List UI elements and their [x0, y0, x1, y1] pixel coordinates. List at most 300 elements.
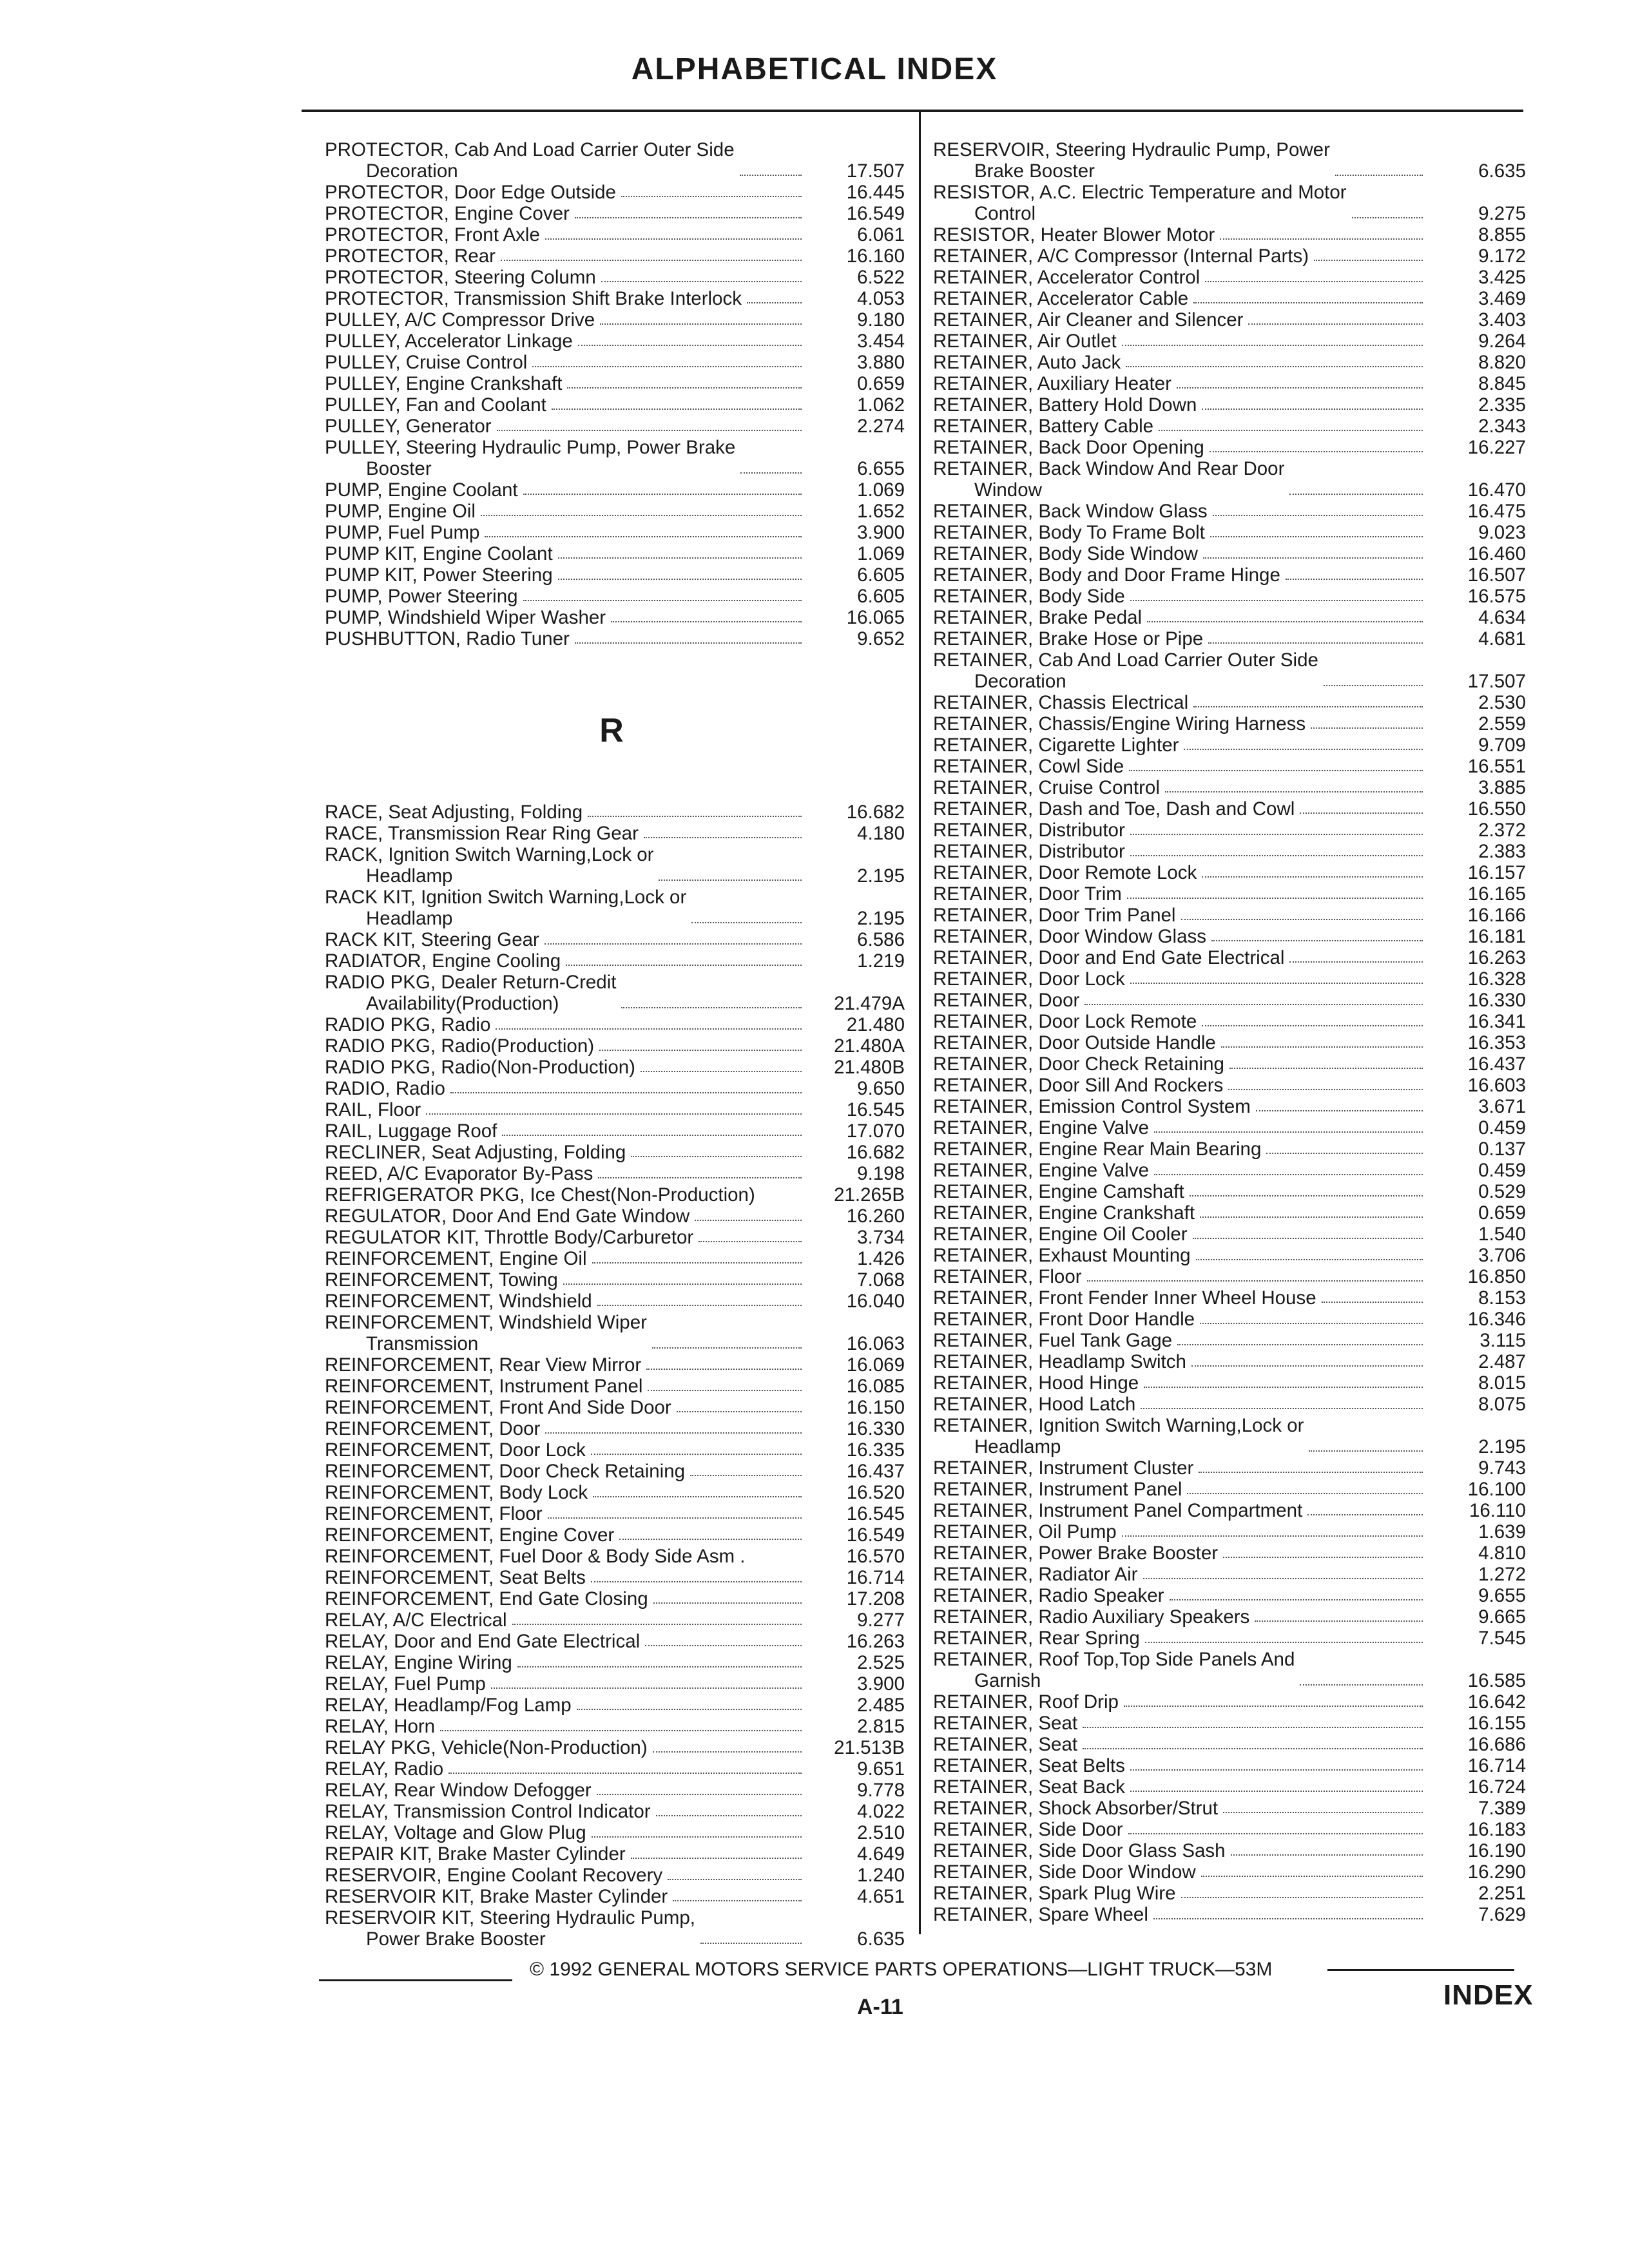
index-tag: INDEX	[1443, 1979, 1534, 2011]
index-entry	[933, 735, 1526, 756]
entry-label: RESISTOR, Heater Blower Motor	[933, 224, 1215, 245]
entry-page-ref: 0.659	[1478, 1202, 1526, 1224]
entry-page-ref: 8.855	[1478, 224, 1526, 245]
dot-leader	[496, 1028, 802, 1030]
entry-page-ref: 2.195	[1478, 1436, 1526, 1457]
dot-leader	[1203, 557, 1423, 559]
dot-leader	[1286, 579, 1423, 580]
dot-leader	[558, 557, 802, 559]
entry-page-ref: 9.652	[857, 628, 905, 649]
index-entry	[933, 777, 1526, 798]
dot-leader	[566, 965, 802, 966]
dot-leader	[641, 1071, 802, 1072]
entry-page-ref: 16.227	[1467, 437, 1526, 458]
entry-page-ref: 1.069	[857, 543, 905, 564]
entry-page-ref: 16.470	[1467, 479, 1526, 501]
entry-page-ref: 9.180	[857, 309, 905, 331]
entry-label: RACK KIT, Ignition Switch Warning,Lock or	[325, 887, 687, 908]
entry-page-ref: 9.651	[857, 1758, 905, 1780]
index-entry	[933, 416, 1526, 437]
dot-leader	[1311, 727, 1423, 729]
entry-page-ref: 0.529	[1478, 1181, 1526, 1202]
index-entry	[933, 990, 1526, 1011]
entry-text	[933, 1649, 1295, 1691]
entry-label: RELAY, Horn	[325, 1716, 436, 1737]
dot-leader	[1154, 1131, 1423, 1133]
dot-leader	[598, 1177, 802, 1178]
dot-leader	[481, 515, 802, 516]
entry-label: PROTECTOR, Cab And Load Carrier Outer Side	[325, 139, 735, 160]
entry-label: RETAINER, Auto Jack	[933, 352, 1121, 373]
index-entry	[325, 309, 905, 331]
index-entry	[933, 586, 1526, 607]
dot-leader	[548, 1517, 802, 1519]
index-entry	[933, 1202, 1526, 1224]
dot-leader	[1211, 940, 1423, 941]
index-entry	[325, 331, 905, 352]
index-entry	[933, 1713, 1526, 1734]
entry-page-ref: 2.559	[1478, 713, 1526, 735]
entry-text	[933, 1819, 1123, 1840]
entry-label: REINFORCEMENT, Door	[325, 1418, 541, 1439]
entry-label: RETAINER, Body Side	[933, 586, 1125, 607]
dot-leader	[653, 1602, 802, 1604]
entry-text	[325, 1503, 543, 1524]
entry-text	[933, 990, 1079, 1011]
entry-label: PULLEY, A/C Compressor Drive	[325, 309, 595, 331]
entry-text	[325, 437, 735, 479]
index-entry	[933, 564, 1526, 586]
index-entry	[933, 373, 1526, 394]
dot-leader	[1352, 217, 1423, 218]
entry-continuation: Transmission	[366, 1333, 479, 1354]
dot-leader	[545, 943, 802, 945]
page-number: A-11	[857, 1995, 903, 2019]
entry-text	[933, 1011, 1197, 1032]
entry-text	[325, 1014, 490, 1035]
dot-leader	[545, 1432, 802, 1434]
index-entry	[933, 607, 1526, 628]
dot-leader	[691, 922, 802, 923]
entry-text	[325, 1099, 421, 1120]
entry-label: RETAINER, Seat	[933, 1734, 1078, 1755]
entry-label: RADIO PKG, Radio(Production)	[325, 1035, 595, 1057]
index-entry	[325, 1120, 905, 1142]
entry-page-ref: 16.550	[1467, 798, 1526, 820]
dot-leader	[578, 345, 802, 346]
entry-text	[933, 1266, 1082, 1287]
dot-leader	[1256, 1110, 1423, 1111]
entry-label: RETAINER, Auxiliary Heater	[933, 373, 1171, 394]
dot-leader	[1181, 919, 1423, 920]
entry-text	[933, 267, 1200, 288]
entry-page-ref: 17.507	[846, 160, 905, 182]
dot-leader	[1314, 260, 1423, 261]
index-entry	[933, 1904, 1526, 1925]
entry-page-ref: 16.682	[846, 1142, 905, 1163]
entry-page-ref: 16.063	[846, 1333, 905, 1354]
entry-page-ref: 16.520	[846, 1482, 905, 1503]
entry-label: REINFORCEMENT, Engine Oil	[325, 1248, 587, 1269]
dot-leader	[648, 1390, 802, 1391]
index-entry	[325, 1184, 905, 1206]
index-entry	[933, 905, 1526, 926]
entry-label: RETAINER, Radio Auxiliary Speakers	[933, 1606, 1250, 1628]
index-entry	[325, 1078, 905, 1099]
entry-page-ref: 8.015	[1478, 1372, 1526, 1394]
entry-label: RESERVOIR KIT, Steering Hydraulic Pump,	[325, 1907, 695, 1928]
dot-leader	[1210, 451, 1423, 452]
entry-text	[933, 224, 1215, 245]
entry-page-ref: 21.479A	[834, 993, 905, 1014]
entry-label: RETAINER, Instrument Cluster	[933, 1457, 1194, 1479]
index-entry	[933, 1606, 1526, 1628]
entry-page-ref: 16.475	[1467, 501, 1526, 522]
dot-leader	[523, 494, 802, 495]
entry-page-ref: 16.069	[846, 1354, 905, 1376]
entry-continuation: Window	[974, 479, 1042, 501]
index-entry	[933, 1330, 1526, 1351]
entry-text	[933, 288, 1188, 309]
entry-page-ref: 2.195	[857, 865, 905, 887]
entry-text	[933, 883, 1122, 905]
dot-leader	[577, 1709, 802, 1710]
entry-page-ref: 16.545	[846, 1503, 905, 1524]
entry-text	[933, 649, 1318, 692]
entry-text	[933, 1585, 1164, 1606]
entry-text	[325, 1269, 558, 1291]
footer-rule-right	[1327, 1969, 1514, 1971]
dot-leader	[575, 217, 802, 218]
dot-leader	[1223, 1557, 1423, 1558]
entry-text	[325, 1801, 651, 1822]
entry-page-ref: 16.551	[1467, 756, 1526, 777]
entry-text	[325, 1035, 594, 1057]
index-entry	[325, 522, 905, 543]
entry-label: RETAINER, Brake Hose or Pipe	[933, 628, 1204, 649]
entry-label: RETAINER, Door Trim	[933, 883, 1122, 905]
index-entry	[933, 926, 1526, 947]
index-entry	[325, 203, 905, 224]
entry-page-ref: 8.845	[1478, 373, 1526, 394]
entry-text	[325, 331, 573, 352]
entry-label: REINFORCEMENT, Towing	[325, 1269, 558, 1291]
entry-page-ref: 6.605	[857, 586, 905, 607]
entry-label: REFRIGERATOR PKG, Ice Chest(Non-Production)	[325, 1184, 755, 1206]
dot-leader	[593, 1496, 802, 1497]
entry-page-ref: 16.714	[1467, 1755, 1526, 1776]
entry-page-ref: 16.263	[846, 1631, 905, 1652]
entry-text	[933, 1245, 1191, 1266]
entry-page-ref: 16.165	[1467, 883, 1526, 905]
index-entry	[325, 1014, 905, 1035]
entry-label: PULLEY, Generator	[325, 416, 492, 437]
dot-leader	[631, 1858, 802, 1859]
entry-page-ref: 0.659	[857, 373, 905, 394]
entry-text	[933, 1160, 1149, 1181]
index-entry	[933, 862, 1526, 883]
entry-label: RELAY, Transmission Control Indicator	[325, 1801, 651, 1822]
index-entry	[325, 1588, 905, 1610]
index-entry	[933, 352, 1526, 373]
index-entry	[325, 929, 905, 950]
entry-label: REINFORCEMENT, Windshield Wiper	[325, 1312, 647, 1333]
entry-text	[933, 1904, 1148, 1925]
entry-label: RACE, Seat Adjusting, Folding	[325, 802, 583, 823]
entry-label: PROTECTOR, Front Axle	[325, 224, 540, 245]
entry-label: PROTECTOR, Rear	[325, 245, 496, 267]
dot-leader	[1255, 1620, 1423, 1622]
index-entry	[325, 1248, 905, 1269]
entry-text	[933, 501, 1208, 522]
entry-label: PULLEY, Accelerator Linkage	[325, 331, 573, 352]
index-entry	[325, 479, 905, 501]
entry-label: REINFORCEMENT, End Gate Closing	[325, 1588, 648, 1610]
index-entry	[933, 1309, 1526, 1330]
index-entry	[933, 713, 1526, 735]
entry-label: RETAINER, Exhaust Mounting	[933, 1245, 1191, 1266]
dot-leader	[740, 472, 802, 474]
entry-label: REINFORCEMENT, Door Lock	[325, 1439, 586, 1461]
dot-leader	[1200, 1216, 1423, 1218]
entry-text	[325, 1822, 586, 1843]
entry-text	[325, 182, 616, 203]
dot-leader	[673, 1900, 802, 1901]
dot-leader	[1128, 1833, 1423, 1834]
entry-text	[933, 1351, 1186, 1372]
index-entry	[325, 1780, 905, 1801]
index-entry	[933, 245, 1526, 267]
dot-leader	[591, 1581, 802, 1582]
dot-leader	[491, 1687, 802, 1689]
index-entry	[933, 883, 1526, 905]
entry-page-ref: 8.820	[1478, 352, 1526, 373]
entry-text	[325, 245, 496, 267]
index-entry	[325, 267, 905, 288]
dot-leader	[1083, 1748, 1423, 1749]
entry-page-ref: 2.525	[857, 1652, 905, 1673]
entry-label: RECLINER, Seat Adjusting, Folding	[325, 1142, 626, 1163]
entry-text	[325, 479, 518, 501]
entry-text	[933, 968, 1125, 990]
entry-label: PULLEY, Fan and Coolant	[325, 394, 546, 416]
entry-page-ref: 4.649	[857, 1843, 905, 1865]
index-entry	[933, 841, 1526, 862]
dot-leader	[695, 1220, 802, 1221]
entry-label: RETAINER, Roof Drip	[933, 1691, 1119, 1713]
entry-text	[933, 756, 1124, 777]
entry-text	[325, 1907, 695, 1950]
index-entry	[933, 224, 1526, 245]
index-entry	[325, 1610, 905, 1631]
entry-page-ref: 2.251	[1478, 1883, 1526, 1904]
entry-label: RETAINER, Spare Wheel	[933, 1904, 1148, 1925]
dot-leader	[1324, 685, 1423, 686]
dot-leader	[450, 1092, 802, 1093]
entry-text	[933, 798, 1295, 820]
index-entry	[933, 394, 1526, 416]
entry-page-ref: 6.635	[857, 1928, 905, 1950]
dot-leader	[1223, 1812, 1423, 1813]
dot-leader	[1141, 1408, 1423, 1409]
index-group-r	[325, 802, 905, 1950]
entry-label: PUMP, Power Steering	[325, 586, 518, 607]
title-rule	[302, 110, 1523, 112]
dot-leader	[1083, 1727, 1423, 1728]
entry-label: RETAINER, Cruise Control	[933, 777, 1160, 798]
entry-text	[933, 1883, 1176, 1904]
entry-text	[933, 1096, 1251, 1117]
entry-page-ref: 17.070	[846, 1120, 905, 1142]
entry-label: PROTECTOR, Door Edge Outside	[325, 182, 616, 203]
entry-text	[325, 373, 562, 394]
entry-label: REINFORCEMENT, Door Check Retaining	[325, 1461, 686, 1482]
entry-text	[933, 1713, 1077, 1734]
entry-label: RETAINER, Door	[933, 990, 1080, 1011]
entry-text	[325, 1695, 572, 1716]
dot-leader	[1300, 812, 1423, 814]
index-entry	[933, 458, 1526, 501]
index-entry	[933, 1224, 1526, 1245]
entry-label: RETAINER, Back Window Glass	[933, 501, 1208, 522]
index-entry	[933, 1564, 1526, 1585]
dot-leader	[567, 387, 802, 389]
entry-text	[933, 1542, 1218, 1564]
entry-page-ref: 2.487	[1478, 1351, 1526, 1372]
index-entry	[933, 1117, 1526, 1139]
entry-text	[325, 1163, 593, 1184]
index-entry	[933, 1287, 1526, 1309]
index-entry	[933, 1883, 1526, 1904]
entry-text	[325, 802, 583, 823]
entry-text	[325, 352, 527, 373]
dot-leader	[699, 1241, 802, 1242]
index-entry	[325, 1354, 905, 1376]
dot-leader	[1202, 876, 1423, 878]
entry-label: RETAINER, Emission Control System	[933, 1096, 1251, 1117]
entry-page-ref: 16.085	[846, 1376, 905, 1397]
entry-page-ref: 17.507	[1467, 671, 1526, 692]
entry-page-ref: 6.635	[1478, 160, 1526, 182]
index-entry	[933, 1075, 1526, 1096]
dot-leader	[592, 1836, 802, 1838]
dot-leader	[1181, 1897, 1423, 1898]
entry-page-ref: 16.260	[846, 1206, 905, 1227]
entry-continuation: Headlamp	[366, 908, 453, 929]
dot-leader	[1130, 1769, 1423, 1771]
entry-label: RELAY, Fuel Pump	[325, 1673, 486, 1695]
entry-label: RETAINER, Back Door Opening	[933, 437, 1204, 458]
entry-label: REINFORCEMENT, Floor	[325, 1503, 543, 1524]
index-entry	[325, 437, 905, 479]
entry-text	[933, 1500, 1302, 1521]
entry-text	[325, 1716, 435, 1737]
entry-text	[325, 1652, 512, 1673]
entry-page-ref: 16.040	[846, 1291, 905, 1312]
entry-page-ref: 4.180	[857, 823, 905, 844]
right-column	[933, 139, 1526, 1925]
index-entry	[933, 820, 1526, 841]
dot-leader	[1122, 1535, 1423, 1537]
entry-text	[325, 628, 570, 649]
entry-text	[933, 1139, 1261, 1160]
dot-leader	[1248, 323, 1423, 325]
entry-label: RETAINER, Accelerator Cable	[933, 288, 1189, 309]
index-group-r-continued	[933, 139, 1526, 1925]
entry-text	[933, 1202, 1195, 1224]
dot-leader	[1159, 430, 1423, 431]
dot-leader	[690, 1475, 802, 1476]
index-entry	[933, 1011, 1526, 1032]
entry-label: RETAINER, Door Remote Lock	[933, 862, 1197, 883]
entry-continuation: Power Brake Booster	[366, 1928, 546, 1950]
entry-label: RETAINER, Side Door Window	[933, 1861, 1196, 1883]
entry-label: RETAINER, Oil Pump	[933, 1521, 1117, 1542]
entry-text	[933, 926, 1206, 947]
entry-text	[325, 1418, 540, 1439]
dot-leader	[619, 1539, 802, 1540]
entry-text	[325, 564, 553, 586]
dot-leader	[1307, 1514, 1423, 1515]
entry-page-ref: 7.068	[857, 1269, 905, 1291]
entry-page-ref: 3.734	[857, 1227, 905, 1248]
entry-text	[325, 972, 616, 1014]
entry-text	[933, 394, 1197, 416]
entry-page-ref: 16.065	[846, 607, 905, 628]
index-entry	[933, 1755, 1526, 1776]
entry-text	[933, 713, 1306, 735]
dot-leader	[1266, 1153, 1423, 1154]
entry-text	[933, 1053, 1224, 1075]
dot-leader	[601, 281, 802, 282]
entry-label: RETAINER, Side Door Glass Sash	[933, 1840, 1226, 1861]
dot-leader	[645, 1645, 802, 1646]
entry-page-ref: 16.603	[1467, 1075, 1526, 1096]
index-entry	[325, 607, 905, 628]
index-entry	[325, 1567, 905, 1588]
index-entry	[933, 1351, 1526, 1372]
dot-leader	[659, 879, 802, 881]
entry-label: RETAINER, Ignition Switch Warning,Lock or	[933, 1415, 1304, 1436]
entry-text	[325, 394, 546, 416]
entry-label: RETAINER, Front Door Handle	[933, 1309, 1195, 1330]
entry-label: RETAINER, Engine Valve	[933, 1160, 1150, 1181]
entry-text	[325, 607, 606, 628]
index-entry	[325, 416, 905, 437]
entry-label: RETAINER, Side Door	[933, 1819, 1123, 1840]
dot-leader	[1193, 706, 1423, 707]
dot-leader	[644, 837, 802, 838]
entry-continuation: Control	[974, 203, 1036, 224]
entry-page-ref: 4.022	[857, 1801, 905, 1822]
index-entry	[933, 1840, 1526, 1861]
page-title: ALPHABETICAL INDEX	[631, 52, 998, 86]
entry-label: RELAY, A/C Electrical	[325, 1610, 507, 1631]
dot-leader	[1126, 366, 1423, 367]
dot-leader	[1199, 1472, 1423, 1473]
entry-page-ref: 2.815	[857, 1716, 905, 1737]
dot-leader	[1193, 1238, 1423, 1239]
footer-copyright: © 1992 GENERAL MOTORS SERVICE PARTS OPERATIONS—LIGHT TRUCK—53M	[530, 1959, 1273, 1980]
entry-text	[933, 182, 1347, 224]
entry-page-ref: 16.507	[1467, 564, 1526, 586]
entry-page-ref: 16.183	[1467, 1819, 1526, 1840]
dot-leader	[621, 196, 802, 197]
entry-text	[325, 543, 553, 564]
entry-label: REINFORCEMENT, Windshield	[325, 1291, 592, 1312]
dot-leader	[1202, 1025, 1423, 1026]
index-entry	[933, 1585, 1526, 1606]
